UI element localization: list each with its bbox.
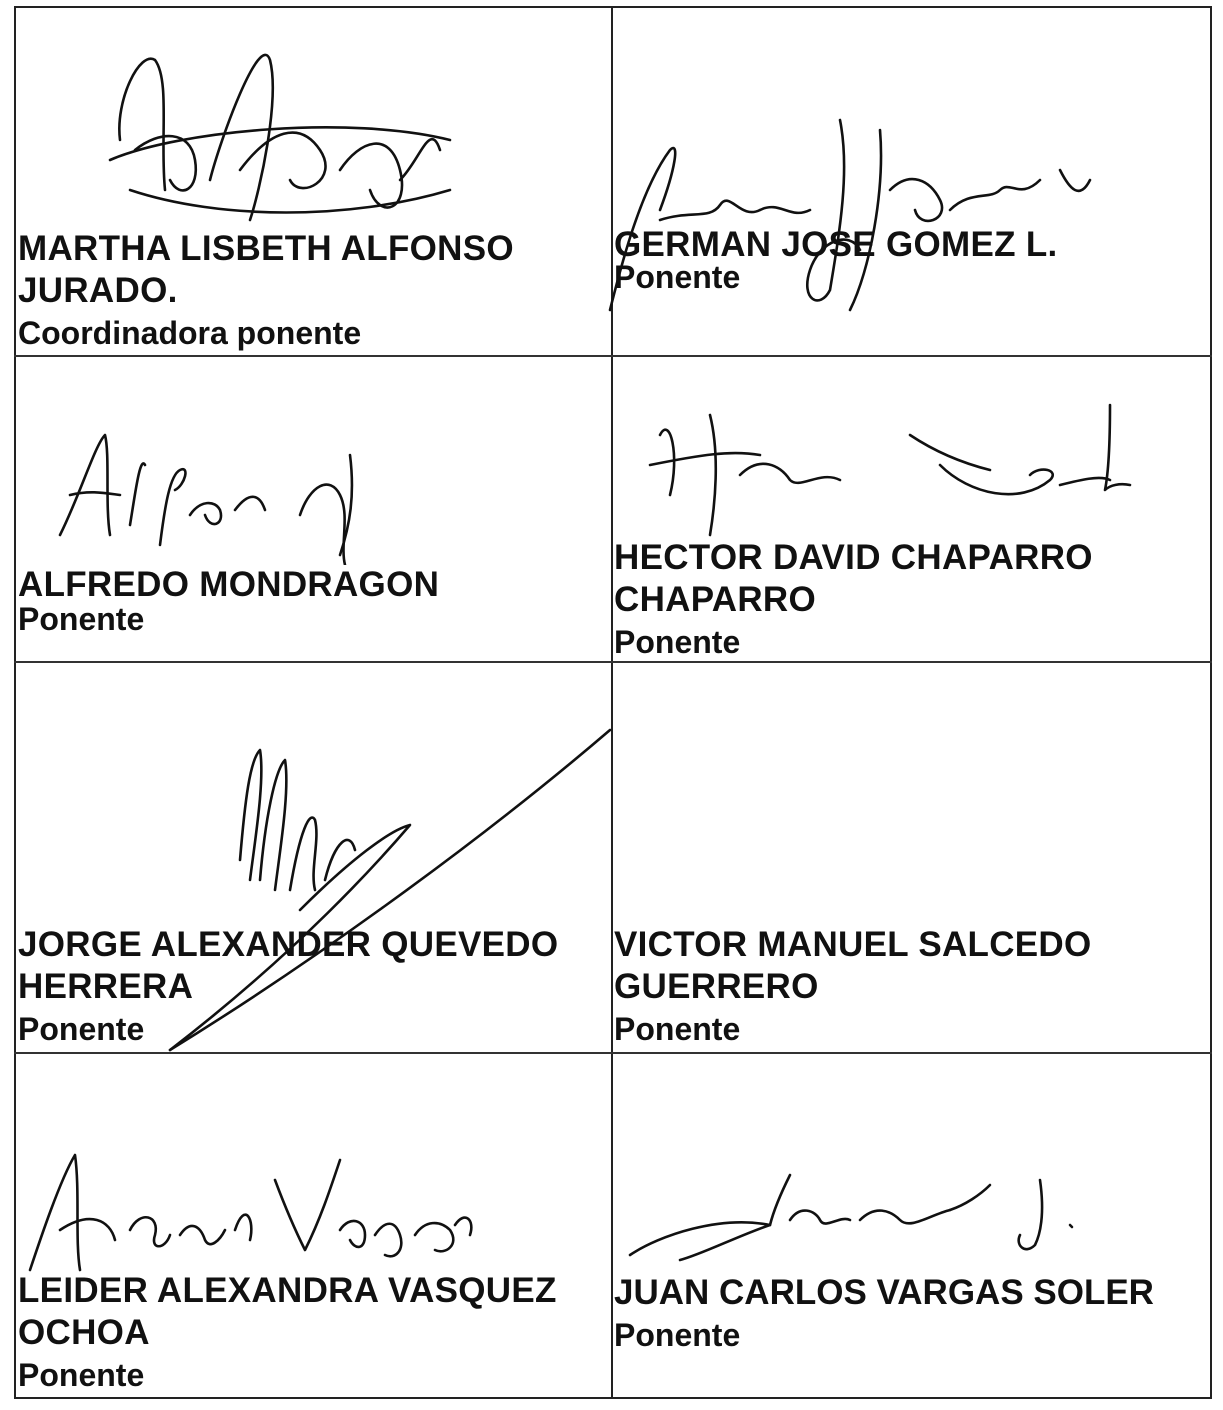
signatory-role: Ponente [614, 624, 741, 660]
signature-block [614, 1272, 1212, 1356]
signature-block [18, 564, 608, 640]
signatory-name: LEIDER ALEXANDRA VASQUEZ OCHOA [18, 1271, 557, 1352]
signature-block [614, 537, 1174, 663]
signature-block [614, 924, 1174, 1050]
column-divider [611, 6, 613, 1399]
signatory-role: Ponente [614, 259, 741, 295]
signature-block [18, 228, 608, 354]
signatory-role: Ponente [614, 1011, 741, 1047]
signature-block [614, 224, 1209, 298]
signatory-name: GERMAN JOSE GOMEZ L. [614, 225, 1058, 264]
signatory-name: MARTHA LISBETH ALFONSO JURADO. [18, 229, 514, 310]
signatory-role: Ponente [18, 1357, 145, 1393]
signatory-name: VICTOR MANUEL SALCEDO GUERRERO [614, 925, 1092, 1006]
table-border [14, 6, 1212, 1399]
signatory-role: Coordinadora ponente [18, 315, 362, 351]
signatory-role: Ponente [614, 1317, 741, 1353]
signature-block [18, 924, 608, 1050]
signatory-name: ALFREDO MONDRAGON [18, 565, 440, 604]
signatory-name: JORGE ALEXANDER QUEVEDO HERRERA [18, 925, 559, 1006]
signatory-role: Ponente [18, 601, 145, 637]
signature-block [18, 1270, 608, 1396]
row-divider [14, 1052, 1212, 1054]
signatory-name: HECTOR DAVID CHAPARRO CHAPARRO [614, 538, 1093, 619]
row-divider [14, 355, 1212, 357]
signatory-name: JUAN CARLOS VARGAS SOLER [614, 1273, 1154, 1312]
signatory-role: Ponente [18, 1011, 145, 1047]
